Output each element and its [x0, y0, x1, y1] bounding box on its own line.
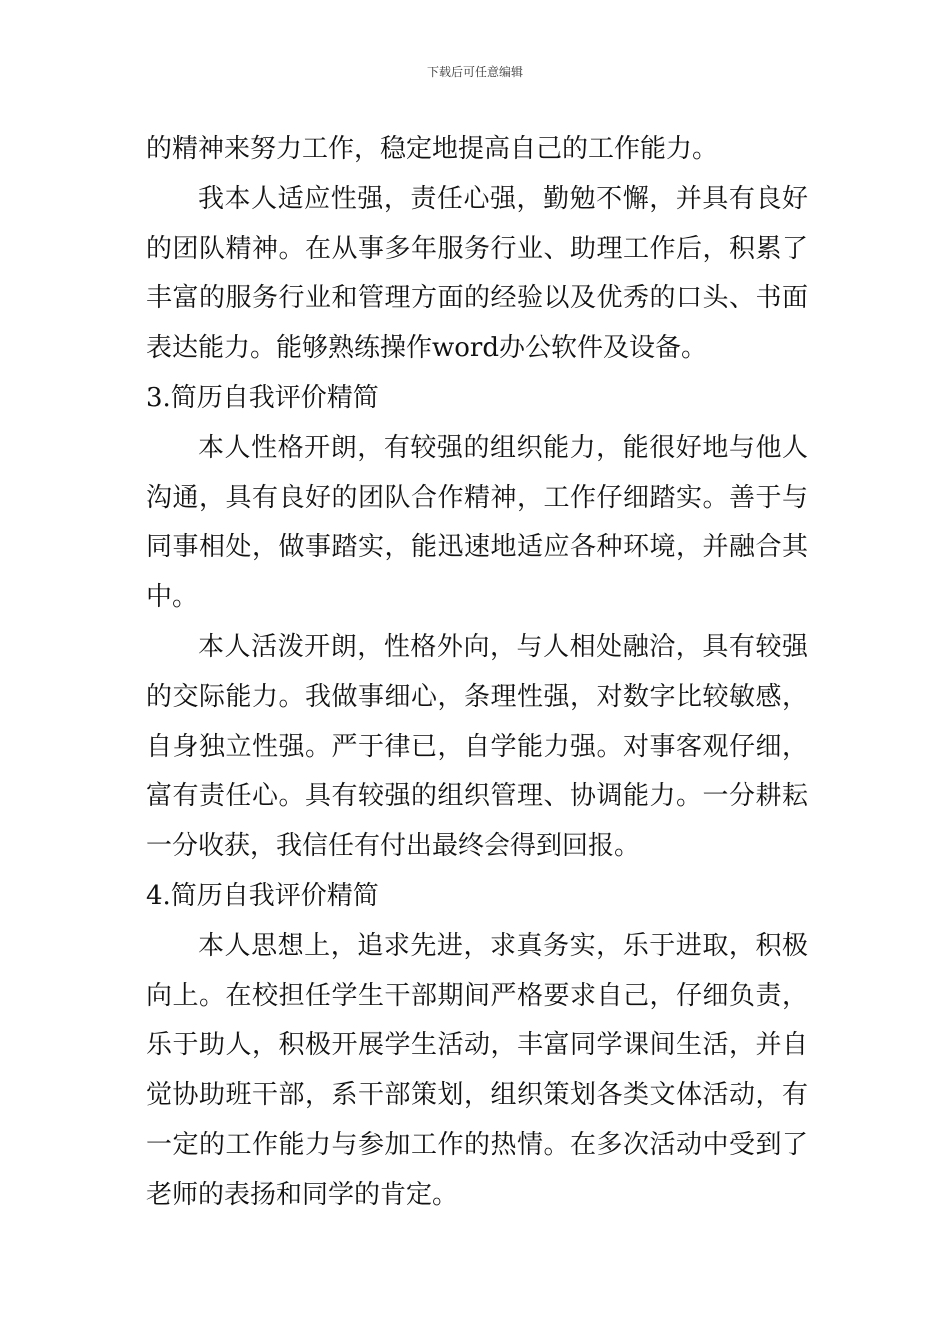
page-header: 下载后可任意编辑 — [426, 65, 523, 79]
section-heading-4: 4.简历自我评价精简 — [146, 880, 379, 911]
paragraph-continuation: 的精神来努力工作，稳定地提高自己的工作能力。 — [146, 134, 719, 164]
document-body — [146, 125, 808, 1221]
paragraph-self-assessment-4: 本人思想上，追求先进，求真务实，乐于进取，积极向上。在校担任学生干部期间严格要求自己，仔细负责，乐于助人，积极开展学生活动，丰富同学课间生活，并自觉协助班干部，系干部策划，组织策划各类文体活动，有一定的工作能力与参加工作的热情。在多次活动中受到了老师的表扬和同学的肯定。 — [146, 930, 808, 1210]
paragraph-self-assessment-2: 本人性格开朗，有较强的组织能力，能很好地与他人沟通，具有良好的团队合作精神，工作仔细踏实。善于与同事相处，做事踏实，能迅速地适应各种环境，并融合其中。 — [146, 432, 808, 613]
paragraph-self-assessment-3: 本人活泼开朗，性格外向，与人相处融洽，具有较强的交际能力。我做事细心，条理性强，对数字比较敏感，自身独立性强。严于律已，自学能力强。对事客观仔细，富有责任心。具有较强的组织管理、协调能力。一分耕耘一分收获，我信任有付出最终会得到回报。 — [146, 631, 808, 862]
paragraph-self-assessment-1: 我本人适应性强，责任心强，勤勉不懈，并具有良好的团队精神。在从事多年服务行业、助理工作后，积累了丰富的服务行业和管理方面的经验以及优秀的口头、书面表达能力。能够熟练操作word办公软件及设备。 — [146, 183, 808, 364]
section-heading-3: 3.简历自我评价精简 — [146, 382, 379, 413]
